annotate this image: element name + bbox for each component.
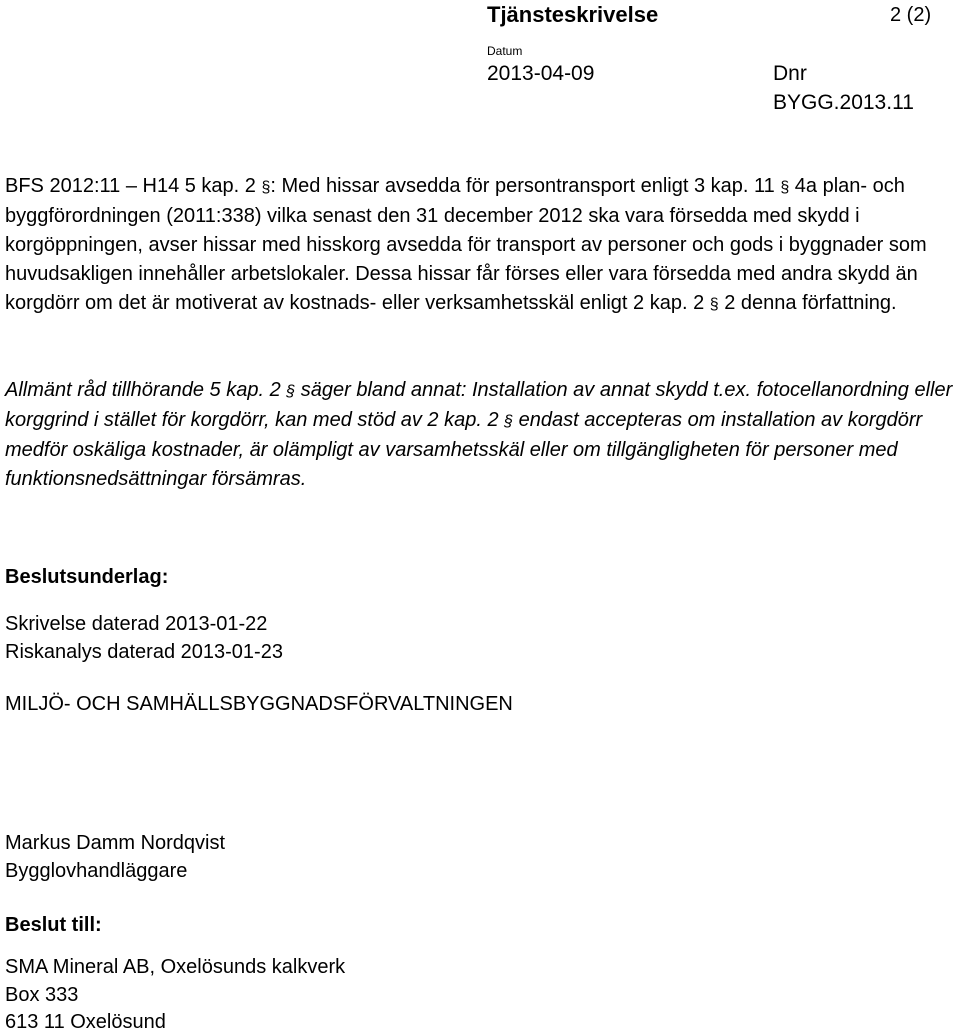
recipient-address-line: Box 333 (5, 984, 79, 1006)
recipient-address-line: SMA Mineral AB, Oxelösunds kalkverk (5, 956, 346, 978)
document-date: 2013-04-09 (487, 62, 595, 85)
paragraph-text: säger bland annat: Installation av annat skydd t.ex. fotocellanordning eller korggrind i stället för korgdörr, kan med stöd av 2 kap. 2 (5, 379, 953, 431)
dnr-label: Dnr (773, 62, 807, 85)
signatory-title: Bygglovhandläggare (5, 860, 188, 882)
paragraph-text: 2 denna författning. (718, 292, 897, 314)
paragraph-text: endast accepteras om installation av korgdörr medför oskäliga kostnader, är olämpligt av varsamhetsskäl eller om tillgängligheten för personer med funktionsnedsättningar försämras. (5, 409, 923, 490)
signatory-name: Markus Damm Nordqvist (5, 832, 226, 854)
paragraph-text: Allmänt råd tillhörande 5 kap. 2 (5, 379, 281, 401)
date-label: Datum (487, 44, 523, 58)
decision-basis-heading: Beslutsunderlag: (5, 566, 169, 588)
paragraph-text: : Med hissar avsedda för persontransport enligt 3 kap. 11 (270, 175, 775, 197)
dnr-number: BYGG.2013.11 (773, 91, 914, 114)
section-sign: § (286, 383, 296, 400)
decision-recipient-heading: Beslut till: (5, 914, 102, 936)
paragraph-text: 4a plan- och byggförordningen (2011:338) vilka senast den 31 december 2012 ska vara försedda med skydd i korgöppningen, avser hissar med hisskorg avsedda för transport av personer och gods i byggnader som huvudsakligen innehåller arbetslokaler. Dessa hissar får förses eller vara försedda med andra skydd än korgdörr om det är motiverat av kostnads- eller verksamhetsskäl enligt 2 kap. 2 (5, 175, 927, 314)
organization-name: MILJÖ- OCH SAMHÄLLSBYGGNADSFÖRVALTNINGEN (5, 693, 513, 715)
section-sign: § (780, 179, 790, 196)
decision-basis-item: Skrivelse daterad 2013-01-22 (5, 613, 268, 635)
section-sign: § (709, 296, 719, 313)
page-number: 2 (2) (890, 4, 932, 26)
document-type-title: Tjänsteskrivelse (487, 2, 659, 27)
paragraph-text: BFS 2012:11 – H14 5 kap. 2 (5, 175, 256, 197)
decision-basis-item: Riskanalys daterad 2013-01-23 (5, 641, 283, 663)
general-advice-paragraph (5, 376, 955, 494)
section-sign: § (504, 413, 514, 430)
section-sign: § (261, 179, 271, 196)
regulation-paragraph (5, 172, 955, 319)
recipient-address-line: 613 11 Oxelösund (5, 1011, 166, 1033)
